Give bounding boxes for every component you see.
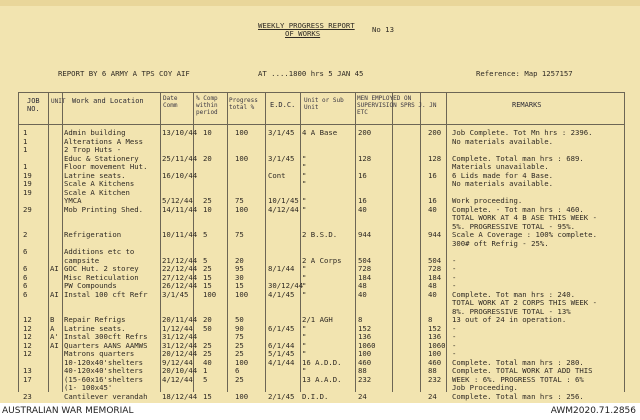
work-cell: Matrons quarters (64, 349, 135, 358)
remarks-cell: Complete. Total man hrs : 280. (452, 357, 584, 367)
sub-unit-cell: 2 A Corps (302, 255, 342, 265)
men-cell: 504 (358, 255, 372, 265)
remarks-cell: Job Complete. Tot Mn hrs : 2396. (452, 128, 593, 137)
job-cell: 1 (23, 128, 28, 137)
sub-unit-cell: 13 A.A.D. (302, 374, 342, 384)
total-cell: 100 (235, 153, 249, 163)
edc-cell: 8/1/44 (268, 264, 295, 273)
remarks-cell: Complete. - Tot man hrs : 460. (452, 204, 584, 214)
men-cell: 40 (358, 204, 367, 214)
unit-cell: AI (50, 289, 59, 299)
col-header-unit-sub: Unit or Sub Unit (304, 97, 344, 111)
within-cell: 40 (203, 357, 212, 367)
edc-cell: Cont (268, 170, 286, 180)
date-cell: 13/10/44 (162, 128, 198, 137)
edc-cell: 4/1/44 (268, 357, 295, 367)
date-cell: 4/12/44 (162, 374, 193, 384)
total-cell: 100 (235, 391, 249, 401)
work-cell: Misc Reticulation (64, 272, 139, 282)
remarks-cell: - (452, 272, 457, 282)
edc-cell: 3/1/45 (268, 128, 295, 137)
men-cell: 232 (358, 374, 372, 384)
sub-unit-cell: " (302, 196, 307, 205)
job-cell: 12 (23, 340, 32, 350)
within-cell: 50 (203, 323, 212, 333)
men-cell: 728 (358, 264, 372, 273)
men-cell: 128 (358, 153, 372, 163)
unit-cell: AI (50, 340, 59, 350)
col-rule (227, 92, 228, 392)
men-cell: 40 (358, 289, 367, 299)
within-cell: 10 (203, 204, 212, 214)
men-total-cell: 136 (428, 332, 442, 341)
table-header-rule (18, 124, 624, 125)
col-rule (18, 92, 19, 392)
remarks-cell: - (452, 332, 457, 341)
within-cell: 25 (203, 264, 212, 273)
edc-cell: 6/1/45 (268, 323, 295, 333)
job-cell: 1 (23, 162, 28, 171)
within-cell: 10 (203, 128, 212, 137)
job-cell: 12 (23, 332, 32, 341)
job-cell: 19 (23, 187, 32, 197)
date-cell: 9/12/44 (162, 357, 193, 367)
work-cell: Scale A Kitchens (64, 179, 135, 188)
men-cell: 200 (358, 128, 372, 137)
men-total-cell: 152 (428, 323, 442, 333)
date-cell: 31/12/44 (162, 340, 198, 350)
col-rule (160, 92, 161, 392)
work-cell: (1- 100x45' (64, 383, 113, 392)
col-rule (355, 92, 356, 392)
work-cell: (15-60x16'shelters (64, 374, 144, 384)
work-cell: Quarters AANS AAMWS (64, 340, 148, 350)
job-cell: 19 (23, 179, 32, 188)
work-cell: Additions etc to (64, 247, 135, 256)
report-date: AT ....1800 hrs 5 JAN 45 (258, 69, 364, 78)
within-cell: 15 (203, 391, 212, 401)
date-cell: 5/12/44 (162, 196, 193, 205)
total-cell: 6 (235, 366, 240, 375)
remarks-cell: 13 out of 24 in operation. (452, 315, 567, 324)
total-cell: 90 (235, 323, 244, 333)
men-cell: 8 (358, 315, 363, 324)
job-cell: 1 (23, 145, 28, 154)
men-cell: 944 (358, 230, 372, 239)
col-rule (62, 92, 63, 392)
total-cell: 75 (235, 230, 244, 239)
total-cell: 20 (235, 255, 244, 265)
edc-cell: 4/12/44 (268, 204, 299, 214)
work-cell: Scale A Kitchen (64, 187, 130, 197)
men-cell: 88 (358, 366, 367, 375)
men-total-cell: 8 (428, 315, 433, 324)
men-total-cell: 100 (428, 349, 442, 358)
job-cell: 2 (23, 230, 28, 239)
sub-unit-cell: " (302, 162, 307, 171)
men-cell: 24 (358, 391, 367, 401)
job-cell: 1 (23, 136, 28, 146)
work-cell: Instal 300cft Refrs (64, 332, 148, 341)
men-total-cell: 460 (428, 357, 442, 367)
men-cell: 152 (358, 323, 372, 333)
remarks-cell: Work proceeding. (452, 196, 523, 205)
men-total-cell: 24 (428, 391, 437, 401)
work-cell: 10-120x40'shelters (64, 357, 144, 367)
col-header-edc: E.D.C. (270, 101, 296, 109)
total-cell: 30 (235, 272, 244, 282)
men-cell: 1060 (358, 340, 376, 350)
remarks-cell: No materials available. (452, 136, 554, 146)
within-cell: 25 (203, 349, 212, 358)
sub-unit-cell: 2/1 AGH (302, 315, 333, 324)
total-cell: 100 (235, 289, 249, 299)
job-cell: 6 (23, 272, 28, 282)
edc-cell: 3/1/45 (268, 153, 295, 163)
sub-unit-cell: " (302, 153, 307, 163)
edc-cell: 2/1/45 (268, 391, 295, 401)
men-total-cell: 944 (428, 230, 442, 239)
date-cell: 21/12/44 (162, 255, 198, 265)
date-cell: 18/12/44 (162, 391, 198, 401)
unit-cell: A (50, 323, 55, 333)
total-cell: 100 (235, 128, 249, 137)
job-cell: 6 (23, 247, 28, 256)
total-cell: 25 (235, 349, 244, 358)
men-cell: 100 (358, 349, 372, 358)
remarks-cell: Complete. Total man hrs : 256. (452, 391, 584, 401)
remarks-cell: Complete. TOTAL WORK AT ADD THIS (452, 366, 593, 375)
men-total-cell: 728 (428, 264, 442, 273)
remarks-cell: - (452, 323, 457, 333)
work-cell: Latrine seats. (64, 323, 126, 333)
within-cell: 15 (203, 272, 212, 282)
footer-accession: AWM2020.71.2856 (550, 406, 636, 416)
work-cell: Admin building (64, 128, 126, 137)
men-total-cell: 48 (428, 281, 437, 290)
col-rule (265, 92, 266, 392)
col-header-within: % Comp within period (196, 95, 218, 116)
col-header-job: JOB NO. (27, 97, 40, 113)
men-total-cell: 128 (428, 153, 442, 163)
map-reference: Reference: Map 1257157 (476, 69, 573, 78)
sub-unit-cell: 2 B.S.D. (302, 230, 338, 239)
men-total-cell: 232 (428, 374, 442, 384)
edc-cell: 6/1/44 (268, 340, 295, 350)
sub-unit-cell: 16 A.D.D. (302, 357, 342, 367)
within-cell: 5 (203, 374, 208, 384)
work-cell: Mob Printing Shed. (64, 204, 144, 214)
col-header-unit: UNIT (51, 98, 66, 105)
sub-unit-cell: " (302, 179, 307, 188)
unit-cell: AI (50, 264, 59, 273)
date-cell: 27/12/44 (162, 272, 198, 282)
footer (0, 403, 640, 420)
edc-cell: 10/1/45 (268, 196, 299, 205)
remarks-cell: 8%. PROGRESSIVE TOTAL - 13% (452, 306, 571, 316)
men-cell: 48 (358, 281, 367, 290)
work-cell: Educ & Stationery (64, 153, 139, 163)
date-cell: 20/11/44 (162, 315, 198, 324)
col-rule (446, 92, 447, 392)
remarks-cell: Scale A Coverage : 100% complete. (452, 230, 597, 239)
remarks-cell: - (452, 255, 457, 265)
job-cell: 6 (23, 289, 28, 299)
men-total-cell: 16 (428, 196, 437, 205)
within-cell: 5 (203, 255, 208, 265)
date-cell: 20/10/44 (162, 366, 198, 375)
remarks-cell: Job Proceeding. (452, 383, 518, 392)
total-cell: 25 (235, 340, 244, 350)
total-cell: 75 (235, 196, 244, 205)
sub-unit-cell: " (302, 264, 307, 273)
men-total-cell: 88 (428, 366, 437, 375)
men-cell: 184 (358, 272, 372, 282)
work-cell: 2 Trop Huts - (64, 145, 122, 154)
job-cell: 13 (23, 366, 32, 375)
report-by: REPORT BY 6 ARMY A TPS COY AIF (58, 69, 190, 78)
work-cell: Floor movement Hut. (64, 162, 148, 171)
sub-unit-cell: " (302, 323, 307, 333)
job-cell: 19 (23, 170, 32, 180)
within-cell: 20 (203, 315, 212, 324)
job-cell: 17 (23, 374, 32, 384)
remarks-cell: - (452, 264, 457, 273)
date-cell: 10/11/44 (162, 230, 198, 239)
col-header-men: MEN EMPLOYED ON SUPERVISION SPRS J. JN ETC (357, 95, 437, 116)
sub-unit-cell: D.I.D. (302, 391, 329, 401)
edc-cell: 5/1/45 (268, 349, 295, 358)
men-total-cell: 40 (428, 289, 437, 299)
men-total-cell: 1060 (428, 340, 446, 350)
work-cell: 40-120x40'shelters (64, 366, 144, 375)
remarks-cell: WEEK : 6%. PROGRESS TOTAL : 6% (452, 374, 584, 384)
job-cell: 6 (23, 264, 28, 273)
work-cell: PW Compounds (64, 281, 117, 290)
work-cell: YMCA (64, 196, 82, 205)
remarks-cell: 6 Lids made for 4 Base. (452, 170, 554, 180)
remarks-cell: TOTAL WORK AT 4 B ASE THIS WEEK - (452, 213, 597, 222)
men-total-cell: 184 (428, 272, 442, 282)
sub-unit-cell: " (302, 204, 307, 214)
work-cell: Refrigeration (64, 230, 122, 239)
men-cell: 460 (358, 357, 372, 367)
date-cell: 25/11/44 (162, 153, 198, 163)
report-subtitle: OF WORKS (285, 29, 321, 38)
col-header-date: Date Comm (163, 95, 178, 109)
remarks-cell: 300# oft Refrig - 25%. (452, 238, 549, 248)
work-cell: Repair Refrigs (64, 315, 126, 324)
unit-cell: B (50, 315, 55, 324)
report-number: No 13 (372, 25, 394, 34)
edc-cell: 4/1/45 (268, 289, 295, 299)
edc-cell: 30/12/44 (268, 281, 304, 290)
sub-unit-cell: " (302, 289, 307, 299)
remarks-cell: Materials unavailable. (452, 162, 549, 171)
remarks-cell: Complete. Total man hrs : 689. (452, 153, 584, 163)
paper-edge (0, 0, 640, 6)
work-cell: Instal 100 cft Refr (64, 289, 148, 299)
col-rule (392, 92, 393, 392)
men-cell: 16 (358, 196, 367, 205)
sub-unit-cell: " (302, 366, 307, 375)
date-cell: 31/12/44 (162, 332, 198, 341)
sub-unit-cell: " (302, 349, 307, 358)
men-cell: 16 (358, 170, 367, 180)
remarks-cell: - (452, 281, 457, 290)
job-cell: 29 (23, 204, 32, 214)
men-total-cell: 200 (428, 128, 442, 137)
table-top-rule (18, 92, 624, 93)
total-cell: 95 (235, 264, 244, 273)
men-total-cell: 16 (428, 170, 437, 180)
within-cell: 15 (203, 281, 212, 290)
job-cell: 12 (23, 315, 32, 324)
unit-cell: A' (50, 332, 59, 341)
total-cell: 25 (235, 374, 244, 384)
date-cell: 14/11/44 (162, 204, 198, 214)
job-cell: 12 (23, 323, 32, 333)
total-cell: 50 (235, 315, 244, 324)
men-cell: 136 (358, 332, 372, 341)
within-cell: 25 (203, 196, 212, 205)
work-cell: Cantilever verandah (64, 391, 148, 401)
job-cell: 23 (23, 391, 32, 401)
col-rule (624, 92, 625, 392)
within-cell: 5 (203, 230, 208, 239)
sub-unit-cell: " (302, 281, 307, 290)
within-cell: 100 (203, 289, 217, 299)
total-cell: 75 (235, 332, 244, 341)
col-rule (420, 92, 421, 392)
within-cell: 25 (203, 340, 212, 350)
work-cell: GOC Hut. 2 storey (64, 264, 139, 273)
sub-unit-cell: " (302, 170, 307, 180)
remarks-cell: TOTAL WORK AT 2 CORPS THIS WEEK - (452, 298, 597, 307)
sub-unit-cell: " (302, 272, 307, 282)
date-cell: 22/12/44 (162, 264, 198, 273)
work-cell: campsite (64, 255, 100, 265)
sub-unit-cell: " (302, 332, 307, 341)
report-title: WEEKLY PROGRESS REPORT (258, 21, 355, 30)
total-cell: 15 (235, 281, 244, 290)
footer-credit: AUSTRALIAN WAR MEMORIAL (2, 406, 134, 416)
job-cell: 12 (23, 349, 32, 358)
sub-unit-cell: 4 A Base (302, 128, 338, 137)
work-cell: Latrine seats. (64, 170, 126, 180)
within-cell: 20 (203, 153, 212, 163)
col-header-work: Work and Location (72, 97, 144, 105)
remarks-cell: Complete. Tot man hrs : 240. (452, 289, 576, 299)
work-cell: Alterations A Mess (64, 136, 144, 146)
col-header-remarks: REMARKS (512, 101, 542, 109)
remarks-cell: - (452, 349, 457, 358)
date-cell: 16/10/44 (162, 170, 198, 180)
date-cell: 26/12/44 (162, 281, 198, 290)
men-total-cell: 40 (428, 204, 437, 214)
col-rule (48, 92, 49, 392)
within-cell: 1 (203, 366, 208, 375)
job-cell: 6 (23, 281, 28, 290)
remarks-cell: - (452, 340, 457, 350)
date-cell: 20/12/44 (162, 349, 198, 358)
col-header-progress: Progress total % (229, 97, 258, 111)
remarks-cell: 5%. PROGRESSIVE TOTAL - 95%. (452, 221, 576, 231)
total-cell: 100 (235, 204, 249, 214)
date-cell: 3/1/45 (162, 289, 189, 299)
total-cell: 100 (235, 357, 249, 367)
sub-unit-cell: " (302, 340, 307, 350)
men-total-cell: 504 (428, 255, 442, 265)
col-rule (300, 92, 301, 392)
remarks-cell: No materials available. (452, 179, 554, 188)
date-cell: 1/12/44 (162, 323, 193, 333)
